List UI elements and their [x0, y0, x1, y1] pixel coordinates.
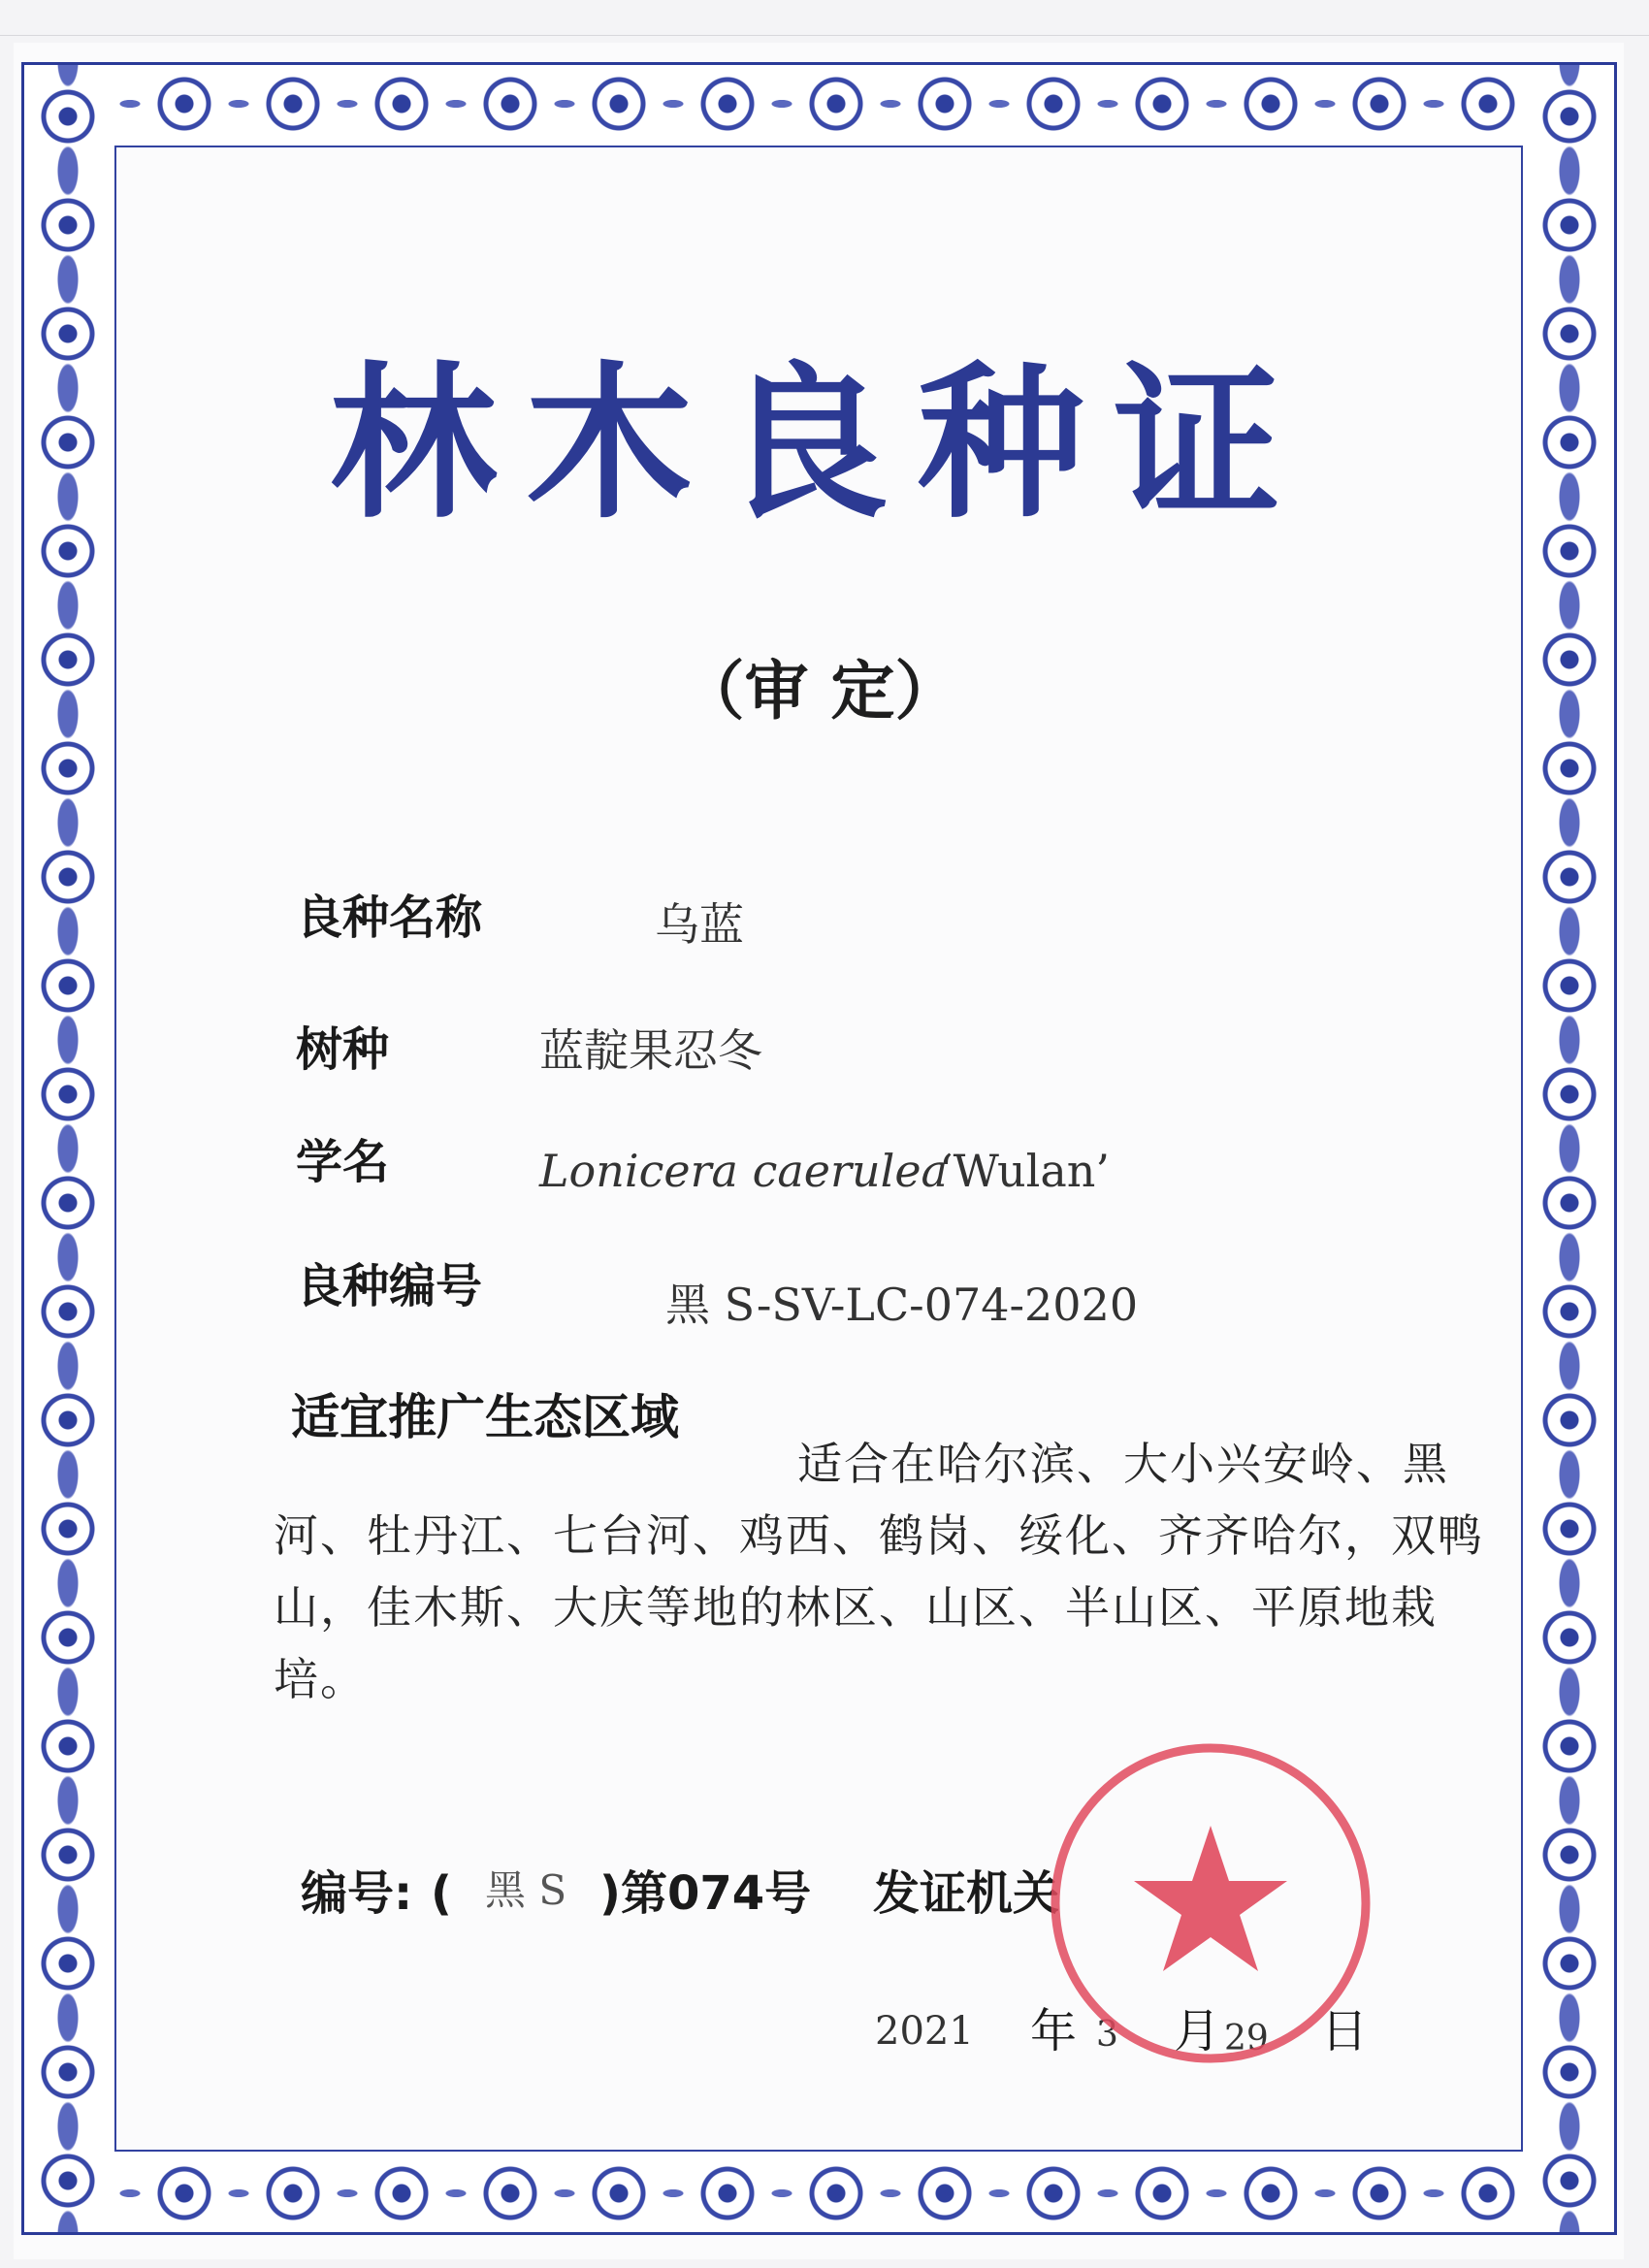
variety-number-label: 良种编号	[296, 1259, 483, 1313]
issuer-label: 发证机关	[873, 1866, 1060, 1921]
official-seal	[1046, 1738, 1375, 2068]
variety-number-value: 黑 S-SV-LC-074-2020	[665, 1279, 1139, 1331]
issue-day: 29	[1224, 2019, 1269, 2058]
scientific-name-value: Lonicera caerulea	[539, 1145, 948, 1197]
scan-edge-line	[0, 35, 1649, 36]
certificate-title: 林木良种证	[330, 346, 1310, 541]
month-unit: 月	[1174, 2004, 1221, 2058]
year-unit: 年	[1030, 2004, 1078, 2058]
certificate-subtitle: （审 定）	[680, 654, 959, 729]
tree-species-value: 蓝靛果忍冬	[539, 1024, 762, 1077]
region-label: 适宜推广生态区域	[291, 1389, 679, 1445]
seal-star-icon	[1134, 1826, 1287, 1971]
serial-open-paren: (	[431, 1866, 452, 1921]
variety-name-value: 乌蓝	[655, 898, 744, 951]
scientific-name-label: 学名	[296, 1135, 390, 1189]
serial-value: 黑 S	[485, 1866, 567, 1914]
cultivar-name-value: ‘Wulan’	[939, 1145, 1111, 1197]
serial-close: )第074号	[599, 1866, 812, 1921]
region-text: 适合在哈尔滨、大小兴安岭、黑河、牡丹江、七台河、鸡西、鹤岗、绥化、齐齐哈尔，双鸭山，佳木斯、大庆等地的林区、山区、半山区、平原地栽培。	[274, 1438, 1484, 1705]
tree-species-label: 树种	[296, 1022, 390, 1077]
serial-label: 编号:	[301, 1866, 413, 1921]
issue-year: 2021	[875, 2009, 974, 2054]
variety-name-label: 良种名称	[296, 891, 483, 945]
day-unit: 日	[1321, 2004, 1369, 2058]
issue-month: 3	[1096, 2015, 1118, 2055]
